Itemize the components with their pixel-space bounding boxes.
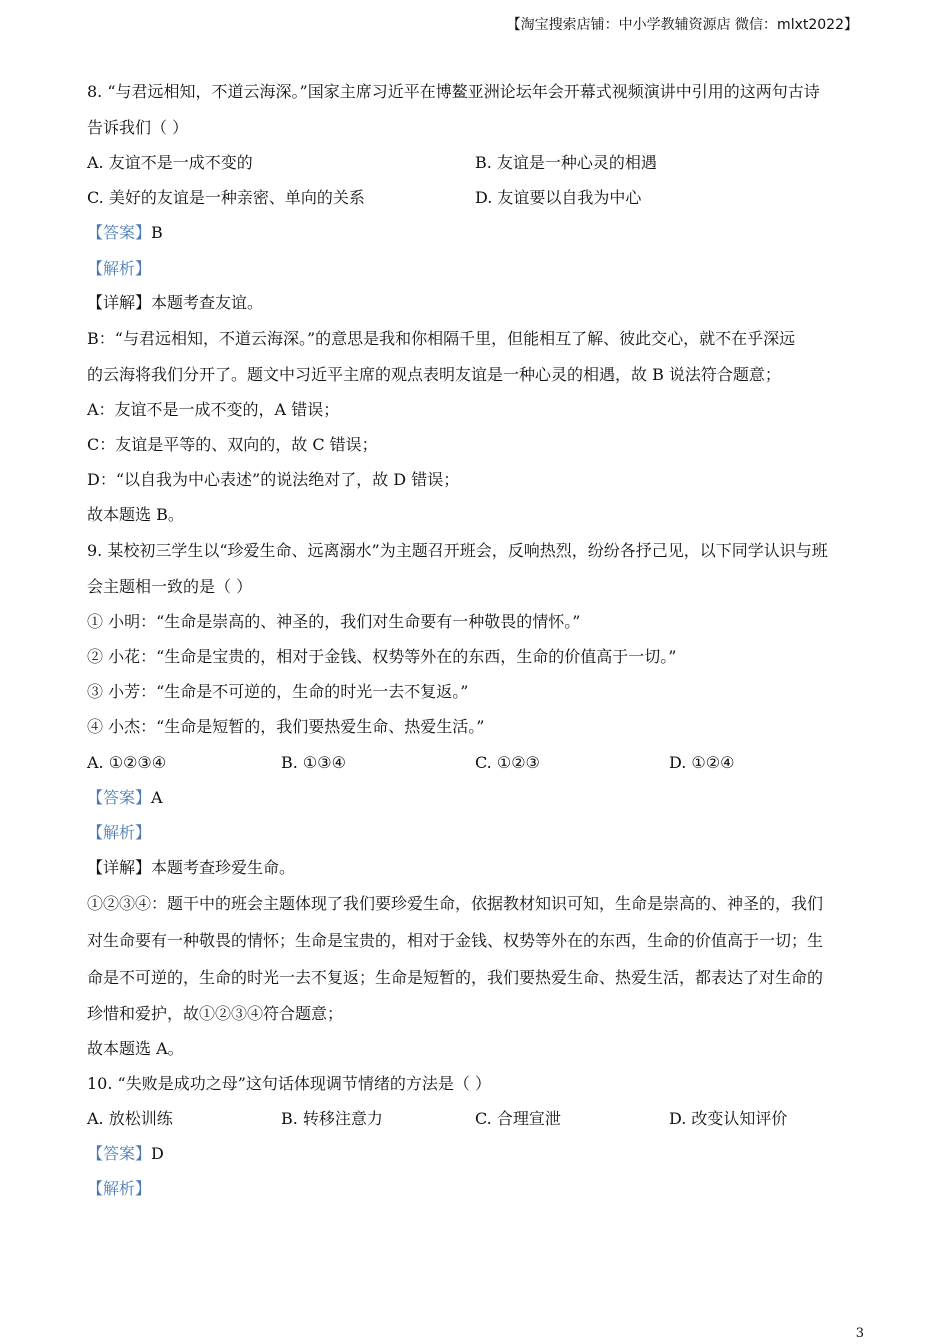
q8-explain-2: 的云海将我们分开了。题文中习近平主席的观点表明友谊是一种心灵的相遇，故 B 说法符合题意； xyxy=(87,365,781,384)
q8-stem-line2: 告诉我们（ ） xyxy=(87,118,189,137)
q8-answer-value: B xyxy=(151,223,163,242)
q8-option-c: C. 美好的友谊是一种亲密、单向的关系 xyxy=(87,188,365,207)
q9-option-c: C. ①②③ xyxy=(475,753,540,772)
q8-explain-4: C：友谊是平等的、双向的，故 C 错误； xyxy=(87,435,378,454)
q9-explain-2: 对生命要有一种敬畏的情怀；生命是宝贵的，相对于金钱、权势等外在的东西，生命的价值高于一切；生 xyxy=(87,931,824,950)
q8-explain-3: A：友谊不是一成不变的，A 错误； xyxy=(87,400,340,419)
q10-option-a: A. 放松训练 xyxy=(87,1109,173,1128)
q8-conclusion: 故本题选 B。 xyxy=(87,505,184,524)
q8-detail: 【详解】本题考查友谊。 xyxy=(87,293,264,312)
q9-answer xyxy=(87,787,867,809)
q8-option-d: D. 友谊要以自我为中心 xyxy=(475,188,642,207)
q8-explain-5: D：“以自我为中心表述”的说法绝对了，故 D 错误； xyxy=(87,470,460,489)
q9-detail: 【详解】本题考查珍爱生命。 xyxy=(87,858,296,877)
q9-stem-line1: 9. 某校初三学生以“珍爱生命、远离溺水”为主题召开班会，反响热烈，纷纷各抒己见，以下同学认识与班 xyxy=(87,541,828,560)
q8-option-b: B. 友谊是一种心灵的相遇 xyxy=(475,153,657,172)
q10-answer xyxy=(87,1143,867,1165)
q8-analysis-label: 【解析】 xyxy=(87,259,152,278)
q9-option-b: B. ①③④ xyxy=(281,753,346,772)
q10-option-b: B. 转移注意力 xyxy=(281,1109,383,1128)
page-header: 【淘宝搜索店铺：中小学教辅资源店 微信：mlxt2022】 xyxy=(506,17,858,33)
q9-statement-4: ④ 小杰：“生命是短暂的，我们要热爱生命、热爱生活。” xyxy=(87,717,485,736)
q8-option-a: A. 友谊不是一成不变的 xyxy=(87,153,253,172)
q10-option-c: C. 合理宣泄 xyxy=(475,1109,561,1128)
q9-explain-3: 命是不可逆的，生命的时光一去不复返；生命是短暂的，我们要热爱生命、热爱生活，都表达了对生命的 xyxy=(87,968,824,987)
q9-statement-2: ② 小花：“生命是宝贵的，相对于金钱、权势等外在的东西，生命的价值高于一切。” xyxy=(87,647,677,666)
q9-statement-1: ① 小明：“生命是崇高的、神圣的，我们对生命要有一种敬畏的情怀。” xyxy=(87,612,581,631)
q9-stem-line2: 会主题相一致的是（ ） xyxy=(87,577,253,596)
q8-answer-label: 【答案】 xyxy=(87,223,152,242)
q9-answer-label: 【答案】 xyxy=(87,788,152,807)
q10-stem: 10. “失败是成功之母”这句话体现调节情绪的方法是（ ） xyxy=(87,1074,491,1093)
page-number: 3 xyxy=(855,1326,864,1341)
q8-stem-line1: 8. “与君远相知，不道云海深。”国家主席习近平在博鳌亚洲论坛年会开幕式视频演讲中引用的这两句古诗 xyxy=(87,82,820,101)
q9-statement-3: ③ 小芳：“生命是不可逆的，生命的时光一去不复返。” xyxy=(87,682,469,701)
q9-answer-value: A xyxy=(151,788,163,807)
q10-answer-label: 【答案】 xyxy=(87,1144,152,1163)
q9-conclusion: 故本题选 A。 xyxy=(87,1039,184,1058)
q10-answer-value: D xyxy=(151,1144,164,1163)
q9-analysis-label: 【解析】 xyxy=(87,823,152,842)
q10-option-d: D. 改变认知评价 xyxy=(669,1109,788,1128)
q8-answer xyxy=(87,222,867,244)
q9-option-a: A. ①②③④ xyxy=(87,753,167,772)
q9-explain-1: ①②③④：题干中的班会主题体现了我们要珍爱生命，依据教材知识可知，生命是崇高的、神圣的，我们 xyxy=(87,894,824,913)
q9-explain-4: 珍惜和爱护，故①②③④符合题意； xyxy=(87,1004,344,1023)
q10-analysis-label: 【解析】 xyxy=(87,1179,152,1198)
q8-explain-1: B：“与君远相知，不道云海深。”的意思是我和你相隔千里，但能相互了解、彼此交心，就不在乎深远 xyxy=(87,329,796,348)
q9-option-d: D. ①②④ xyxy=(669,753,735,772)
